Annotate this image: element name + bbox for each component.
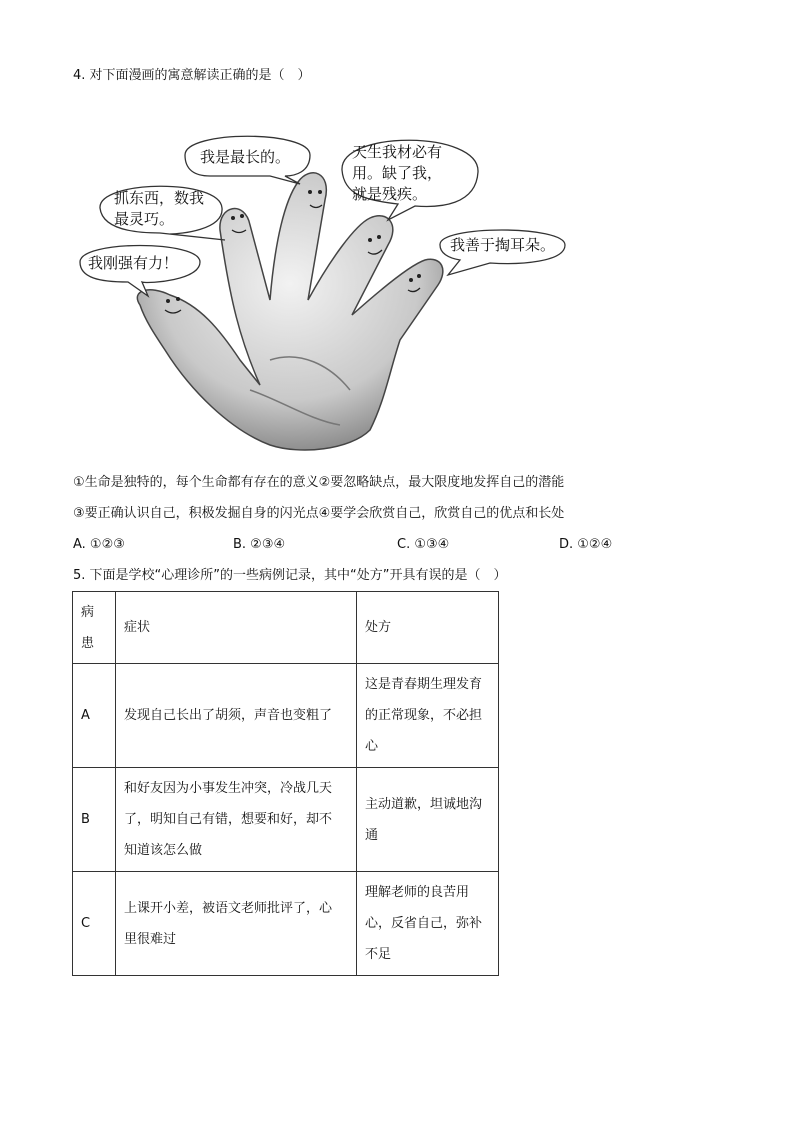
bubble-text-thumb: 我刚强有力！ [88, 254, 179, 272]
hand-cartoon-illustration [70, 100, 570, 460]
row-a-patient: A [73, 664, 116, 768]
row-b-patient: B [73, 768, 116, 872]
row-a-symptom-line1: 发现自己长出了胡须，声音也变粗了 [124, 708, 333, 723]
choice-d[interactable]: D. ①②④ [559, 537, 613, 552]
bubble-text-ring-line1: 天生我材必有 [352, 143, 443, 161]
table-row [73, 768, 499, 872]
bubble-text-middle: 我是最长的。 [200, 148, 291, 166]
row-c-symptom-line2: 里很难过 [124, 931, 177, 947]
table-header-row [73, 592, 499, 664]
table-row [73, 872, 499, 976]
row-b-symptom-line3: 知道该怎么做 [124, 843, 203, 858]
row-b-symptom [116, 768, 357, 872]
bubble-text-ring-line2: 用。缺了我， [352, 164, 443, 182]
bubble-text-ring-line3: 就是残疾。 [352, 185, 428, 203]
bubble-text-index-line1: 抓东西，数我 [114, 189, 205, 207]
row-c-symptom-line1: 上课开小差，被语文老师批评了，心 [124, 900, 333, 916]
row-a-prescription-line2: 的正常现象，不必担 [365, 708, 483, 723]
row-b-prescription-line2: 通 [365, 827, 379, 843]
row-c-prescription-line1: 理解老师的良苦用 [365, 885, 470, 900]
row-b-prescription [357, 768, 499, 872]
statements-line-1: ①生命是独特的，每个生命都有存在的意义②要忽略缺点，最大限度地发挥自己的潜能 [73, 475, 565, 490]
header-patient-line2: 患 [81, 635, 95, 651]
header-patient [73, 592, 116, 664]
row-c-prescription [357, 872, 499, 976]
header-prescription: 处方 [357, 592, 499, 664]
bubble-text-pinky: 我善于掏耳朵。 [450, 236, 556, 254]
row-b-symptom-line1: 和好友因为小事发生冲突，冷战几天 [124, 781, 333, 796]
row-b-symptom-line2: 了，明知自己有错，想要和好，却不 [124, 812, 333, 827]
row-a-prescription-line3: 心 [365, 739, 379, 754]
choice-b[interactable]: B. ②③④ [233, 537, 286, 552]
row-c-prescription-line2: 心，反省自己，弥补 [365, 916, 483, 931]
question-4-title: 4. 对下面漫画的寓意解读正确的是（ ） [73, 68, 311, 83]
bubble-text-index-line2: 最灵巧。 [114, 210, 175, 228]
question-5-title: 5. 下面是学校“心理诊所”的一些病例记录，其中“处方”开具有误的是（ ） [73, 568, 507, 583]
row-c-symptom [116, 872, 357, 976]
row-b-prescription-line1: 主动道歉，坦诚地沟 [365, 796, 483, 812]
row-a-prescription [357, 664, 499, 768]
row-c-prescription-line3: 不足 [365, 947, 392, 962]
header-symptom: 症状 [116, 592, 357, 664]
row-a-symptom [116, 664, 357, 768]
statements-line-2: ③要正确认识自己，积极发掘自身的闪光点④要学会欣赏自己，欣赏自己的优点和长处 [73, 506, 565, 521]
row-a-prescription-line1: 这是青春期生理发育 [365, 677, 483, 692]
table-row [73, 664, 499, 768]
choice-a[interactable]: A. ①②③ [73, 537, 125, 552]
case-record-table [72, 591, 499, 976]
choice-c[interactable]: C. ①③④ [397, 537, 450, 552]
row-c-patient: C [73, 872, 116, 976]
header-patient-line1: 病 [81, 604, 95, 620]
